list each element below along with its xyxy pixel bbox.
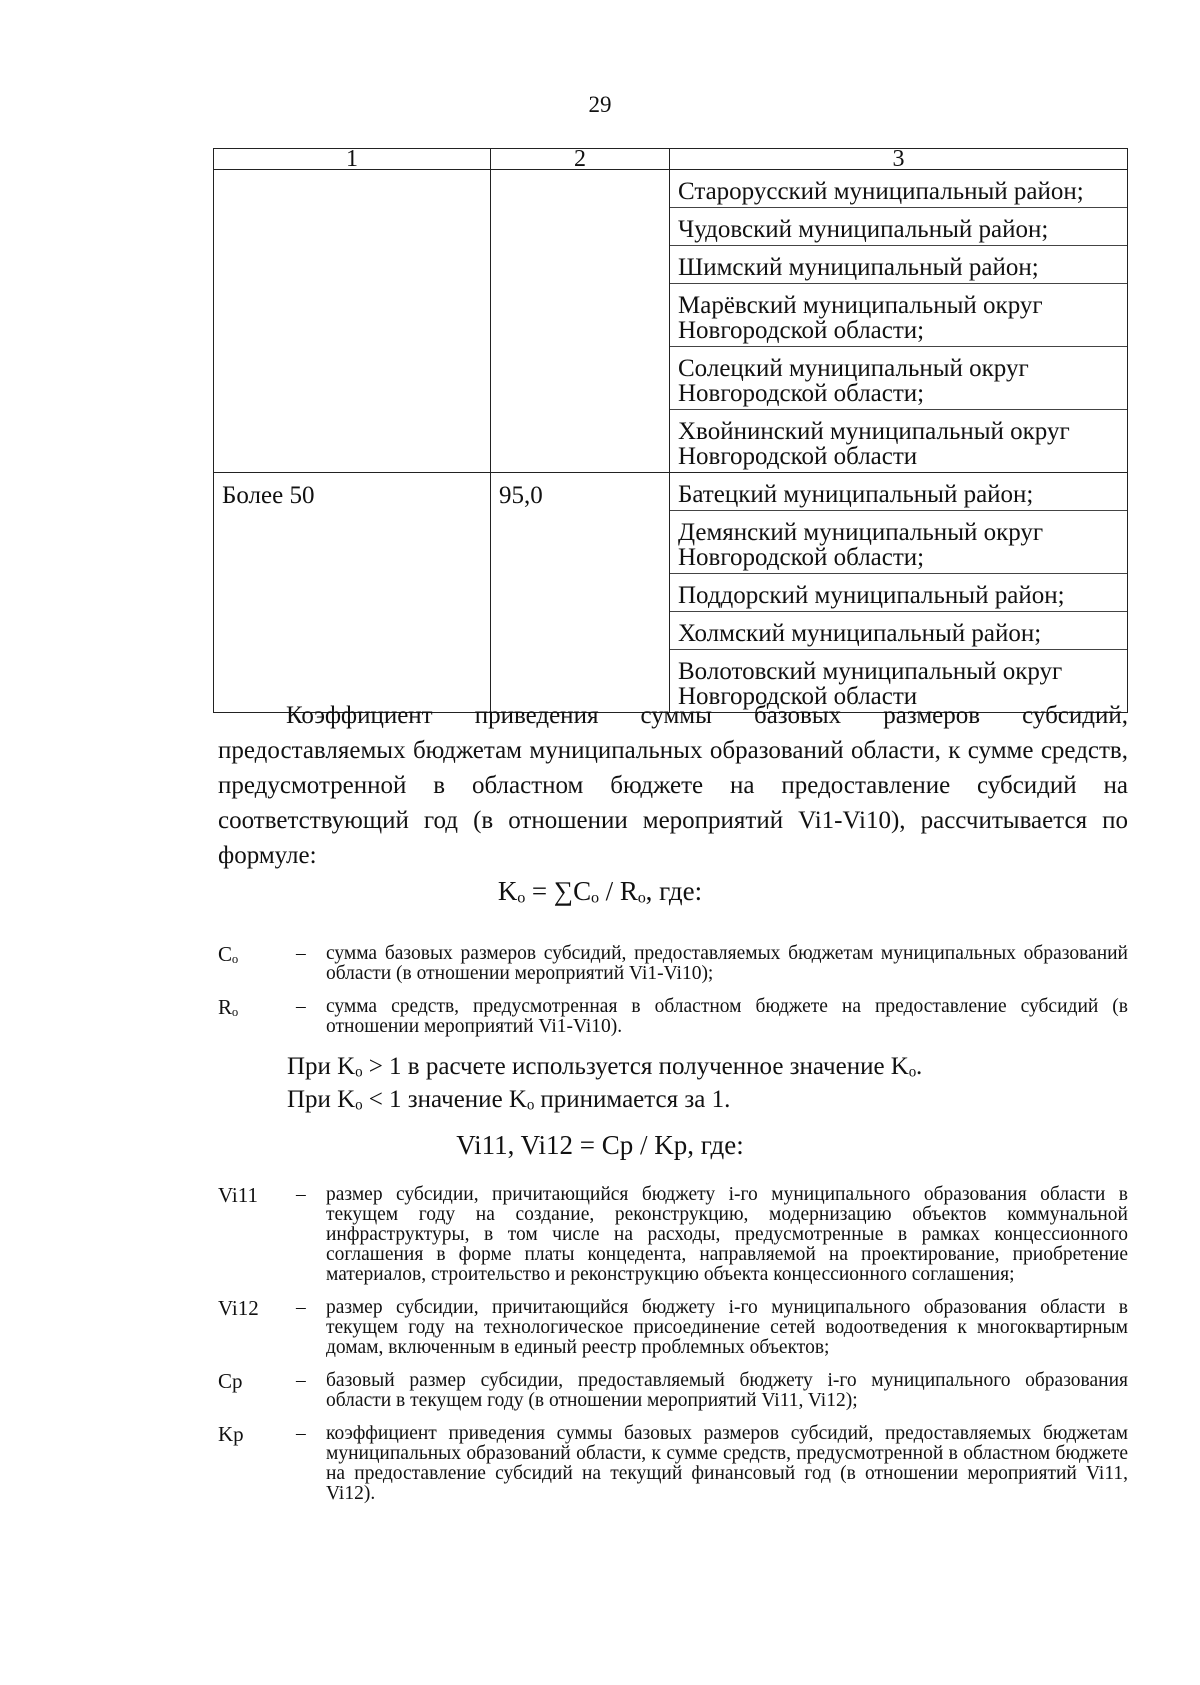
district-entry: Чудовский муниципальный район;	[670, 208, 1127, 246]
page-number: 29	[588, 92, 612, 117]
district-entry: Волотовский муниципальный округ Новгородской области	[678, 658, 1063, 710]
definition-symbol: Rₒ	[218, 995, 239, 1019]
formula-ko: Kₒ = ∑Cₒ / Rₒ, где:	[497, 876, 703, 906]
formula-vi: Vi11, Vi12 = Cp / Kp, где:	[456, 1130, 744, 1160]
table-header-row	[214, 149, 1128, 170]
district-entry: Хвойнинский муниципальный округ Новгородской области	[678, 418, 1070, 470]
definition-dash: –	[296, 996, 306, 1017]
cell-districts	[670, 473, 1128, 713]
definition-dash: –	[296, 1184, 306, 1205]
district-entry: Шимский муниципальный район;	[670, 246, 1127, 284]
definition-text: коэффициент приведения суммы базовых размеров субсидий, предоставляемых бюджетам муниципальных образований области, к сумме средств, предусмотренной в областном бюджете на предоставление субсидий на текущий финансовый год (в отношении мероприятий Vi11, Vi12).	[326, 1423, 1128, 1504]
definition-item	[218, 1185, 1128, 1285]
cell-range	[214, 170, 491, 473]
definition-symbol: Vi12	[218, 1296, 259, 1320]
definition-symbol: Cp	[218, 1369, 243, 1393]
definition-dash: –	[296, 1423, 306, 1444]
cell-range: Более 50	[214, 473, 491, 713]
district-entry: Солецкий муниципальный округ Новгородской области;	[670, 347, 1127, 410]
definitions-group-2	[218, 1185, 1128, 1517]
district-entry: Марёвский муниципальный округ Новгородской области;	[670, 284, 1127, 347]
definition-text: размер субсидии, причитающийся бюджету i-го муниципального образования области в текущем году на создание, реконструкцию, модернизацию объектов коммунальной инфраструктуры, в том числе на расходы, предусмотренные в рамках концессионного соглашения в форме платы концедента, направляемой на проектирование, приобретение материалов, строительство и реконструкцию объекта концессионного соглашения;	[326, 1184, 1128, 1285]
allocation-table	[213, 148, 1128, 713]
definition-symbol: Vi11	[218, 1183, 258, 1207]
definition-symbol: Cₒ	[218, 942, 239, 966]
definition-dash: –	[296, 943, 306, 964]
header-col-2: 2	[491, 149, 670, 170]
definition-text: размер субсидии, причитающийся бюджету i-го муниципального образования области в текущем году на технологическое присоединение сетей водоотведения к многоквартирным домам, включенным в единый реестр проблемных объектов;	[326, 1297, 1128, 1358]
definition-dash: –	[296, 1370, 306, 1391]
definition-dash: –	[296, 1297, 306, 1318]
header-col-1: 1	[214, 149, 491, 170]
definition-symbol: Kp	[218, 1422, 244, 1446]
condition-line: При Kₒ < 1 значение Kₒ принимается за 1.	[287, 1086, 731, 1113]
definition-text: базовый размер субсидии, предоставляемый бюджету i-го муниципального образования области в текущем году (в отношении мероприятий Vi11, Vi12);	[326, 1370, 1128, 1411]
definition-item	[218, 1371, 1128, 1411]
conditions	[287, 1050, 922, 1116]
table-row	[214, 170, 1128, 473]
district-entry: Батецкий муниципальный район;	[670, 473, 1127, 511]
district-entry: Холмский муниципальный район;	[670, 612, 1127, 650]
header-col-3: 3	[670, 149, 1128, 170]
cell-value	[491, 170, 670, 473]
definitions-group-1	[218, 944, 1128, 1050]
cell-districts	[670, 170, 1128, 473]
district-entry: Старорусский муниципальный район;	[670, 170, 1127, 208]
cell-value: 95,0	[491, 473, 670, 713]
definition-text: сумма базовых размеров субсидий, предоставляемых бюджетам муниципальных образований области (в отношении мероприятий Vi1-Vi10);	[326, 943, 1128, 984]
definition-item	[218, 997, 1128, 1037]
district-entry: Демянский муниципальный округ Новгородской области;	[670, 511, 1127, 574]
table-row	[214, 473, 1128, 713]
condition-line: При Kₒ > 1 в расчете используется полученное значение Kₒ.	[287, 1053, 923, 1080]
definition-text: сумма средств, предусмотренная в областном бюджете на предоставление субсидий (в отношении мероприятий Vi1-Vi10).	[326, 996, 1128, 1037]
definition-item	[218, 944, 1128, 984]
definition-item	[218, 1298, 1128, 1358]
coefficient-paragraph: Коэффициент приведения суммы базовых размеров субсидий, предоставляемых бюджетам муниципальных образований области, к сумме средств, предусмотренной в областном бюджете на предоставление субсидий на соответствующий год (в отношении мероприятий Vi1-Vi10), рассчитывается по формуле:	[218, 702, 1128, 869]
definition-item	[218, 1424, 1128, 1504]
district-entry: Поддорский муниципальный район;	[670, 574, 1127, 612]
